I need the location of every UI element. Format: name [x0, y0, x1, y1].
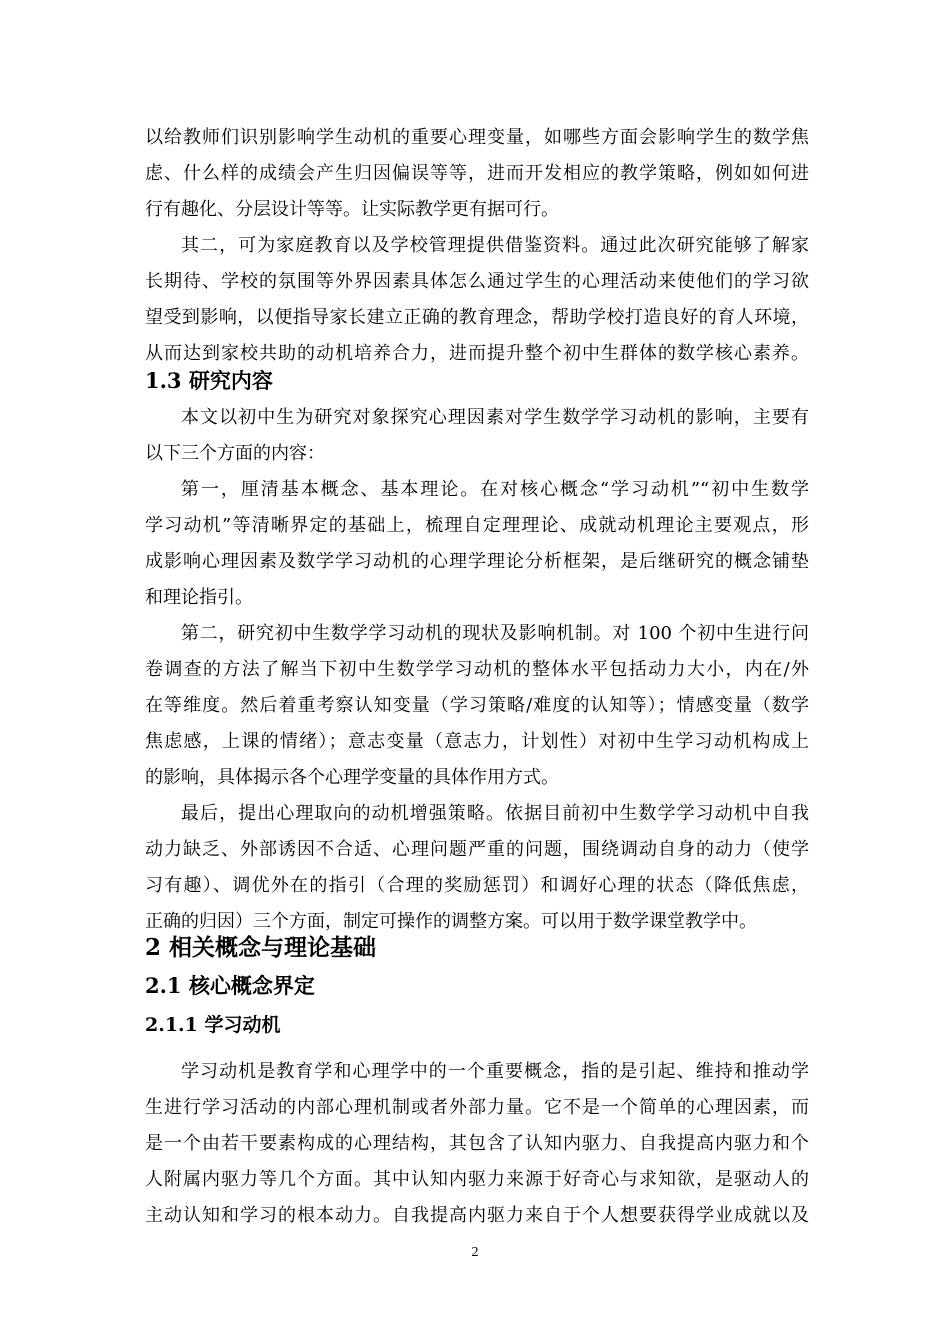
- body-text-line: 人附属内驱力等几个方面。其中认知内驱力来源于好奇心与求知欲，是驱动人的: [145, 1169, 809, 1190]
- body-text-line: 卷调查的方法了解当下初中生数学学习动机的整体水平包括动力大小，内在/外: [145, 659, 809, 680]
- body-text-line: 最后，提出心理取向的动机增强策略。依据目前初中生数学学习动机中自我: [181, 803, 809, 824]
- chapter-heading-2: 2 相关概念与理论基础: [145, 934, 377, 961]
- body-text-line: 第一，厘清基本概念、基本理论。在对核心概念“学习动机”“初中生数学: [181, 479, 809, 500]
- body-text-line: 学习动机是教育学和心理学中的一个重要概念，指的是引起、维持和推动学: [181, 1061, 809, 1082]
- body-text-line: 以给教师们识别影响学生动机的重要心理变量，如哪些方面会影响学生的数学焦: [145, 127, 809, 148]
- section-heading-1-3: 1.3 研究内容: [145, 368, 273, 393]
- body-text-line: 正确的归因）三个方面，制定可操作的调整方案。可以用于数学课堂教学中。: [145, 911, 757, 932]
- body-text-line: 在等维度。然后着重考察认知变量（学习策略/难度的认知等）；情感变量（数学: [145, 695, 809, 716]
- body-text-line: 以下三个方面的内容：: [145, 443, 325, 464]
- body-text-line: 生进行学习活动的内部心理机制或者外部力量。它不是一个简单的心理因素，而: [145, 1097, 809, 1118]
- body-text-line: 成影响心理因素及数学学习动机的心理学理论分析框架，是后继研究的概念铺垫: [145, 551, 809, 572]
- body-text-line: 动力缺乏、外部诱因不合适、心理问题严重的问题，围绕调动自身的动力（使学: [145, 839, 809, 860]
- section-heading-2-1: 2.1 核心概念界定: [145, 973, 315, 998]
- body-text-line: 的影响，具体揭示各个心理学变量的具体作用方式。: [145, 767, 559, 788]
- body-text-line: 行有趣化、分层设计等等。让实际教学更有据可行。: [145, 199, 559, 220]
- body-text-line: 是一个由若干要素构成的心理结构，其包含了认知内驱力、自我提高内驱力和个: [145, 1133, 809, 1154]
- body-text-line: 本文以初中生为研究对象探究心理因素对学生数学学习动机的影响，主要有: [181, 407, 809, 428]
- body-text-line: 虑、什么样的成绩会产生归因偏误等等，进而开发相应的教学策略，例如如何进: [145, 163, 809, 184]
- body-text-line: 其二，可为家庭教育以及学校管理提供借鉴资料。通过此次研究能够了解家: [181, 235, 809, 256]
- body-text-line: 从而达到家校共助的动机培养合力，进而提升整个初中生群体的数学核心素养。: [145, 343, 809, 364]
- body-text-line: 焦虑感，上课的情绪）；意志变量（意志力，计划性）对初中生学习动机构成上: [145, 731, 809, 752]
- body-text-line: 习有趣）、调优外在的指引（合理的奖励惩罚）和调好心理的状态（降低焦虑，: [145, 875, 809, 896]
- body-text-line: 望受到影响，以便指导家长建立正确的教育理念，帮助学校打造良好的育人环境，: [145, 307, 809, 328]
- page-number: 2: [471, 1245, 479, 1260]
- body-text-line: 主动认知和学习的根本动力。自我提高内驱力来自于个人想要获得学业成就以及: [145, 1205, 809, 1226]
- body-text-line: 第二，研究初中生数学学习动机的现状及影响机制。对 100 个初中生进行问: [181, 623, 809, 644]
- subsection-heading-2-1-1: 2.1.1 学习动机: [145, 1014, 281, 1036]
- body-text-line: 长期待、学校的氛围等外界因素具体怎么通过学生的心理活动来使他们的学习欲: [145, 271, 809, 292]
- body-text-line: 学习动机”等清晰界定的基础上，梳理自定理理论、成就动机理论主要观点，形: [145, 515, 809, 536]
- body-text-line: 和理论指引。: [145, 587, 253, 608]
